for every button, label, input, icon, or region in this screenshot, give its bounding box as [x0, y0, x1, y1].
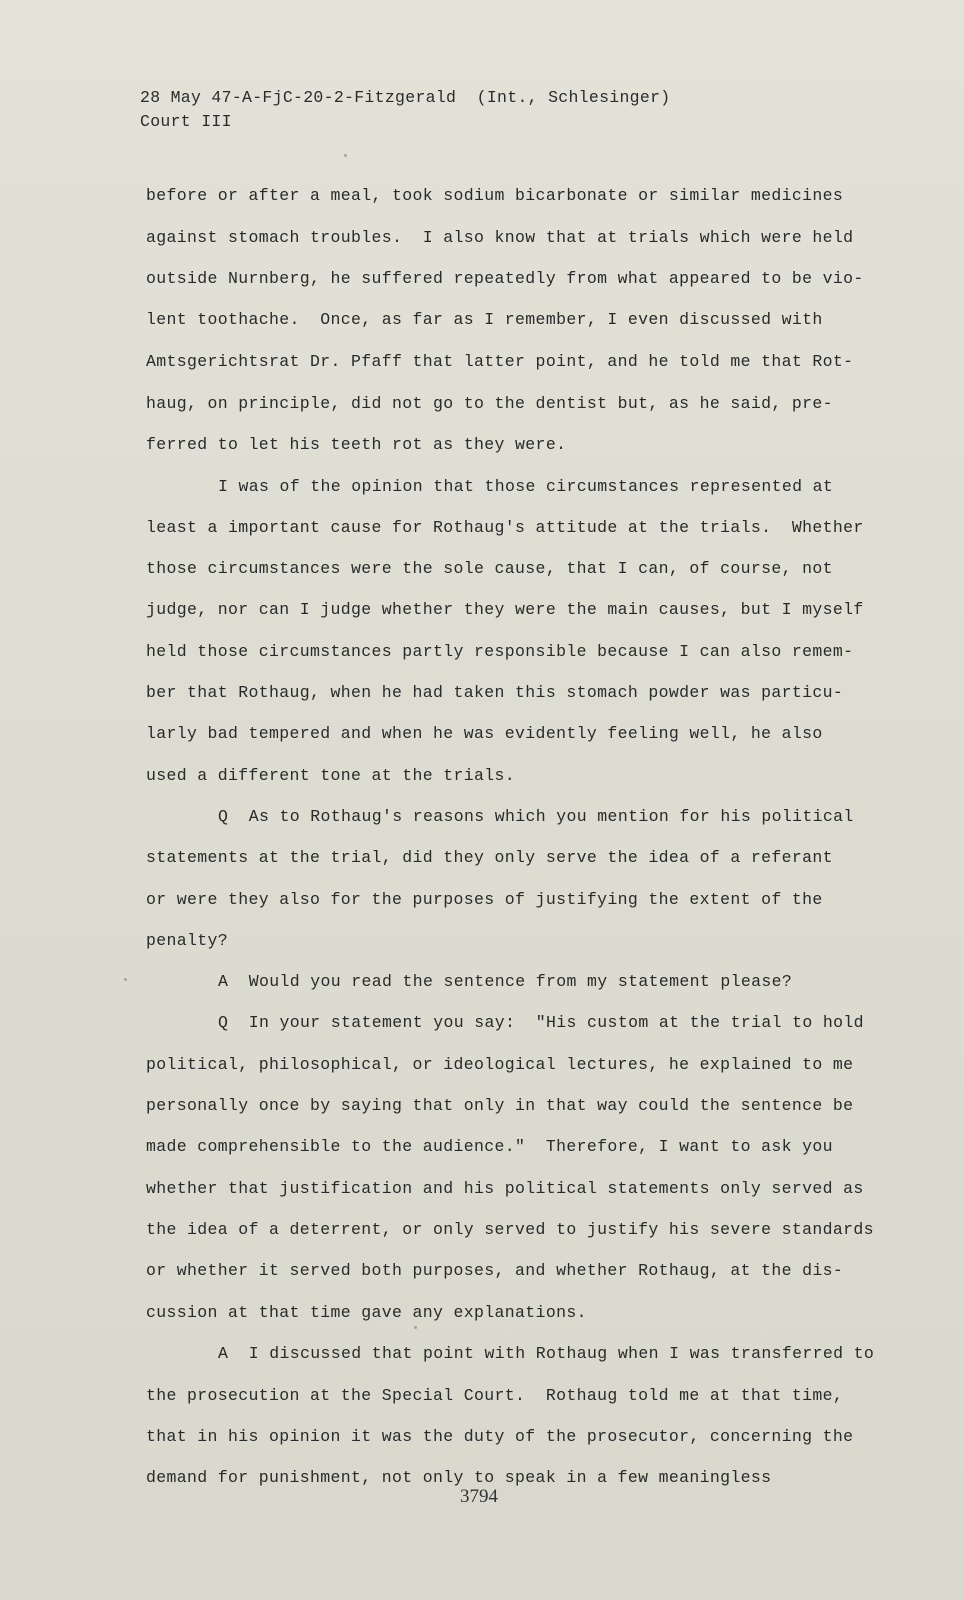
paper-speck [344, 154, 347, 157]
body-line: or whether it served both purposes, and whether Rothaug, at the dis- [146, 1261, 844, 1280]
body-line: made comprehensible to the audience." Therefore, I want to ask you [146, 1137, 833, 1156]
body-line: used a different tone at the trials. [146, 766, 516, 785]
body-line: demand for punishment, not only to speak in a few meaningless [146, 1468, 772, 1487]
document-header [140, 86, 670, 134]
body-line: personally once by saying that only in that way could the sentence be [146, 1096, 854, 1115]
page-number: 3794 [460, 1486, 498, 1507]
body-line: A I discussed that point with Rothaug when I was transferred to [218, 1344, 875, 1363]
paper-speck [124, 978, 127, 981]
body-line: statements at the trial, did they only serve the idea of a referant [146, 848, 833, 867]
body-line: or were they also for the purposes of justifying the extent of the [146, 890, 823, 909]
body-line: Q As to Rothaug's reasons which you mention for his political [218, 807, 854, 826]
paper-speck [414, 1326, 417, 1329]
body-line: Q In your statement you say: "His custom at the trial to hold [218, 1013, 864, 1032]
body-line: judge, nor can I judge whether they were the main causes, but I myself [146, 600, 864, 619]
header-case-line: 28 May 47-A-FjC-20-2-Fitzgerald (Int., Schlesinger) [140, 88, 671, 107]
body-line: the idea of a deterrent, or only served to justify his severe standards [146, 1220, 874, 1239]
body-line: penalty? [146, 931, 229, 950]
body-line: I was of the opinion that those circumstances represented at [218, 477, 834, 496]
body-line: political, philosophical, or ideological lectures, he explained to me [146, 1055, 854, 1074]
body-line: cussion at that time gave any explanations. [146, 1303, 587, 1322]
body-line: Amtsgerichtsrat Dr. Pfaff that latter point, and he told me that Rot- [146, 352, 854, 371]
body-line: A Would you read the sentence from my statement please? [218, 972, 793, 991]
header-court-line: Court III [140, 112, 232, 131]
body-line: against stomach troubles. I also know that at trials which were held [146, 228, 854, 247]
body-line: held those circumstances partly responsible because I can also remem- [146, 642, 854, 661]
body-line: ber that Rothaug, when he had taken this stomach powder was particu- [146, 683, 844, 702]
body-line: least a important cause for Rothaug's attitude at the trials. Whether [146, 518, 864, 537]
body-line: haug, on principle, did not go to the dentist but, as he said, pre- [146, 394, 833, 413]
body-line: the prosecution at the Special Court. Rothaug told me at that time, [146, 1386, 844, 1405]
body-line: larly bad tempered and when he was evidently feeling well, he also [146, 724, 823, 743]
body-line: outside Nurnberg, he suffered repeatedly from what appeared to be vio- [146, 269, 864, 288]
body-line: whether that justification and his political statements only served as [146, 1179, 864, 1198]
body-line: that in his opinion it was the duty of the prosecutor, concerning the [146, 1427, 854, 1446]
body-line: before or after a meal, took sodium bicarbonate or similar medicines [146, 186, 844, 205]
body-line: lent toothache. Once, as far as I remember, I even discussed with [146, 310, 823, 329]
body-line: ferred to let his teeth rot as they were. [146, 435, 567, 454]
body-line: those circumstances were the sole cause, that I can, of course, not [146, 559, 833, 578]
